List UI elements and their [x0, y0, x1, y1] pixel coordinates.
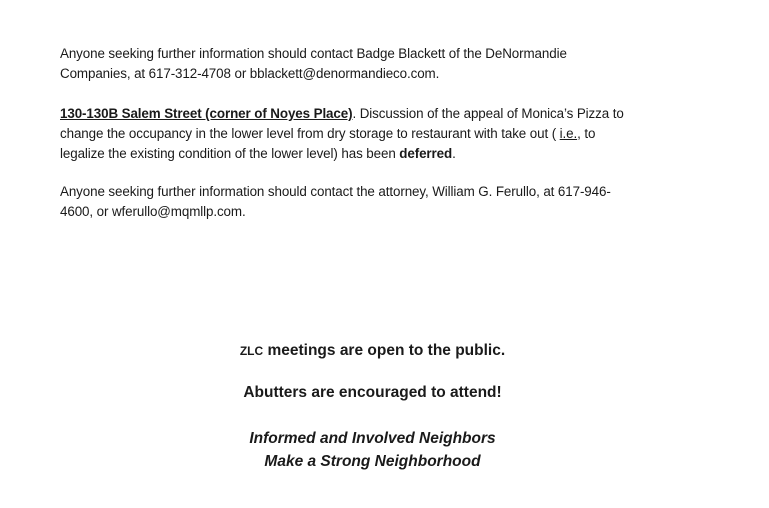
attorney-line-1: Anyone seeking further information should contact the attorney, William G. Ferullo, at 617-946- [60, 184, 611, 199]
slogan-line-2: Make a Strong Neighborhood [264, 453, 481, 470]
contact-paragraph-ferullo [60, 182, 700, 222]
meetings-open-notice [0, 339, 745, 363]
deferred-status: deferred [399, 146, 453, 161]
meetings-text: meetings are open to the public. [263, 342, 506, 359]
slogan-line-1: Informed and Involved Neighbors [249, 430, 496, 447]
abutters-notice: Abutters are encouraged to attend! [243, 384, 502, 401]
occupancy-text-end: , to [577, 126, 596, 141]
discussion-text: . Discussion of the appeal of Monica’s Pizza to [352, 106, 624, 121]
ie-abbrev: i.e. [559, 126, 578, 141]
contact-paragraph-blackett [60, 44, 700, 84]
attorney-line-2: 4600, or wferullo@mqmllp.com. [60, 204, 246, 219]
legalize-text-end: . [452, 146, 456, 161]
legalize-text: legalize the existing condition of the lower level) has been [60, 146, 400, 161]
neighborhood-slogan [0, 427, 745, 473]
contact-line-2: Companies, at 617-312-4708 or bblackett@denormandieco.com. [60, 66, 440, 81]
property-address: 130-130B Salem Street (corner of Noyes Place) [60, 106, 353, 121]
occupancy-text: change the occupancy in the lower level from dry storage to restaurant with take out ( [60, 126, 560, 141]
contact-line-1: Anyone seeking further information should contact Badge Blackett of the DeNormandie [60, 46, 567, 61]
salem-street-paragraph [60, 104, 700, 164]
zlc-abbrev: ZLC [239, 344, 264, 358]
